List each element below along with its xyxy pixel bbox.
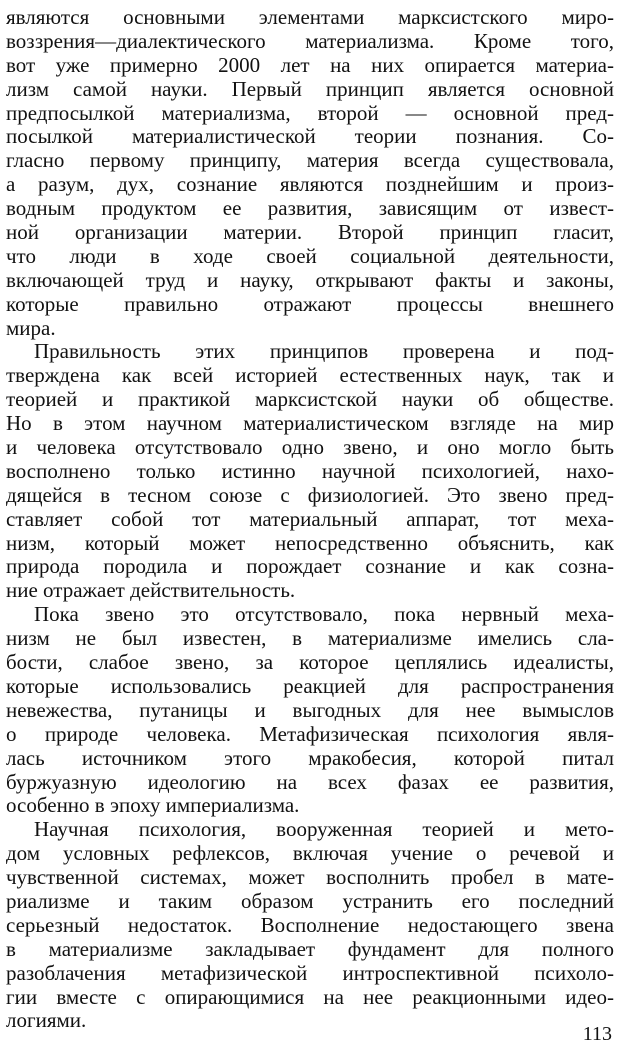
text-line: гласно первому принципу, материя всегда существовала, [6,149,614,173]
text-line: риализме и таким образом устранить его последний [6,889,614,913]
text-line: тверждена как всей историей естественных наук, так и [6,364,614,388]
text-line: являются основными элементами марксистского миро- [6,6,614,29]
text-line: в материализме закладывает фундамент для полного [6,937,614,961]
text-line: Пока звено это отсутствовало, пока нервный меха- [34,603,614,627]
text-line: лизм самой науки. Первый принцип является основной [6,77,614,101]
text-line: буржуазную идеологию на всех фазах ее развития, [6,770,614,794]
page-number: 113 [582,1023,612,1045]
text-line: воззрения—диалектического материализма. Кроме того, [6,29,614,53]
text-line: теорией и практикой марксистской науки об обществе. [6,388,614,412]
text-line: предпосылкой материализма, второй — основной пред- [6,101,614,125]
text-line: дящейся в тесном союзе с физиологией. Это звено пред- [6,483,614,507]
text-line: чувственной системах, может восполнить пробел в мате- [6,866,614,890]
text-line: ние отражает действительность. [6,579,296,603]
text-line: что люди в ходе своей социальной деятельности, [6,244,614,268]
text-line: и человека отсутствовало одно звено, и оно могло быть [6,436,614,460]
text-line: бости, слабое звено, за которое цеплялись идеалисты, [6,651,614,675]
text-line: которые правильно отражают процессы внешнего [6,292,614,316]
text-line: лась источником этого мракобесия, которой питал [6,746,614,770]
page-body [6,6,614,1033]
text-line: природа породила и порождает сознание и как созна- [6,555,614,579]
text-line: невежества, путаницы и выгодных для нее вымыслов [6,698,614,722]
text-line: низм не был известен, в материализме имелись сла- [6,627,614,651]
text-line: гии вместе с опирающимися на нее реакционными идео- [6,985,614,1009]
text-line: разоблачения метафизической интроспективной психоло- [6,961,614,985]
text-line: посылкой материалистической теории познания. Со- [6,125,614,149]
text-line: Правильность этих принципов проверена и под- [34,340,614,364]
text-line: мира. [6,316,56,340]
text-line: включающей труд и науку, открывают факты и законы, [6,268,614,292]
text-line: о природе человека. Метафизическая психология явля- [6,722,614,746]
text-line: ной организации материи. Второй принцип гласит, [6,221,614,245]
text-line: особенно в эпоху империализма. [6,794,300,818]
text-line: серьезный недостаток. Восполнение недостающего звена [6,913,614,937]
text-line: а разум, дух, сознание являются позднейшим и произ- [6,173,614,197]
paragraph [6,818,614,1033]
text-line: Научная психология, вооруженная теорией и мето- [34,818,614,842]
text-line: низм, который может непосредственно объяснить, как [6,531,614,555]
text-line: вот уже примерно 2000 лет на них опирается материа- [6,53,614,77]
text-line: восполнено только истинно научной психологией, нахо- [6,459,614,483]
text-line: которые использовались реакцией для распространения [6,674,614,698]
text-line: ставляет собой тот материальный аппарат, тот меха- [6,507,614,531]
paragraph [6,340,614,603]
text-line: дом условных рефлексов, включая учение о речевой и [6,842,614,866]
text-line: Но в этом научном материалистическом взгляде на мир [6,412,614,436]
text-line: водным продуктом ее развития, зависящим от извест- [6,197,614,221]
paragraph [6,603,614,818]
paragraph [6,6,614,340]
text-line: логиями. [6,1009,87,1033]
